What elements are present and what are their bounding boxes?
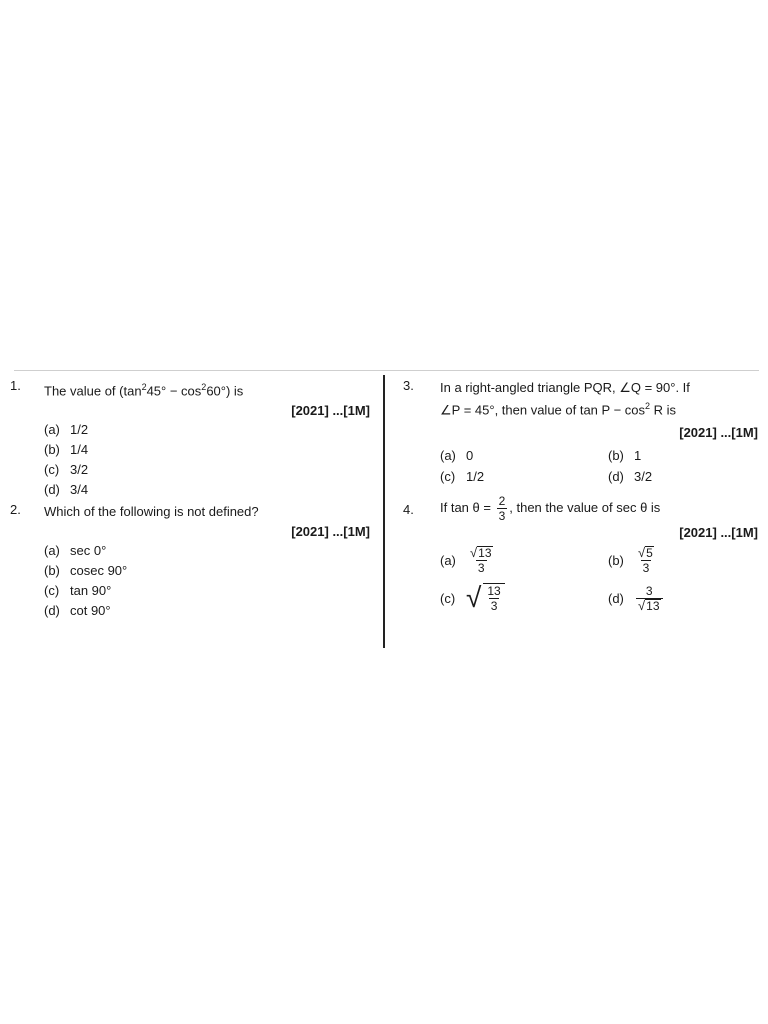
question-number: 3. [403,378,414,393]
fraction: $\frac{13}{3}$ [483,583,504,613]
option-a[interactable]: (a) 0 [440,448,474,464]
year-marks-tag: [2021] ...[1M] [291,403,370,419]
fraction: $\frac{2}{3}$ [498,494,506,524]
question-1 [10,378,370,500]
question-text: Which of the following is not defined? [44,504,259,520]
sqrt-symbol: √ [638,545,646,561]
question-2 [10,502,370,621]
year-marks-tag: [2021] ...[1M] [679,425,758,441]
fraction: √ 13 3 [470,545,492,576]
option-a[interactable]: (a) √ 13 3 [440,546,608,575]
question-text: If tan θ = $\frac{2}{3}$ , then the value of sec θ is [440,494,661,524]
question-number: 1. [10,378,21,393]
sqrt-symbol: √ [466,582,482,614]
options-list [44,420,370,500]
option-b[interactable]: (b) √ 5 3 [608,546,758,575]
fraction: 3 √ 13 [636,584,663,613]
column-divider [383,375,385,648]
option-c[interactable]: (c) √ $\frac{13}{3}$ [440,583,608,613]
question-3 [403,378,758,484]
question-number: 2. [10,502,21,518]
question-text: The value of $(\tan^245^\circ - \cos^260^\circ)$ is [44,382,244,399]
left-column [10,378,370,621]
options-list [44,541,370,621]
option-b[interactable]: (b) 1 [608,448,642,464]
top-rule [14,370,759,371]
option-a[interactable]: (a) sec 0° [44,543,107,559]
option-a[interactable]: (a) 1/2 [44,422,89,438]
right-column [403,378,758,613]
option-b[interactable]: (b) cosec 90° [44,563,128,579]
option-d[interactable]: (d) 3/4 [44,482,89,498]
option-d[interactable]: (d) 3/2 [608,469,653,485]
fraction: √ 5 3 [638,545,653,576]
square-root [466,583,507,613]
option-c[interactable]: (c) 3/2 [44,462,89,478]
sqrt-symbol: √ [638,597,646,613]
option-d[interactable]: (d) cot 90° [44,603,111,619]
sqrt-symbol: √ [470,545,478,561]
options-grid [440,546,758,613]
question-4 [403,494,758,613]
option-b[interactable]: (b) 1/4 [44,442,89,458]
year-marks-tag: [2021] ...[1M] [679,525,758,541]
question-text: In a right-angled triangle PQR, ∠Q = 90°. If ∠P = 45°, then value of $\tan P - \cos^2 R$ is [440,380,690,418]
options-grid [440,448,758,484]
option-c[interactable]: (c) tan 90° [44,583,112,599]
year-marks-tag: [2021] ...[1M] [291,524,370,540]
option-c[interactable]: (c) 1/2 [440,469,485,485]
option-d[interactable]: (d) 3 √ 13 [608,583,758,613]
question-number: 4. [403,502,414,518]
